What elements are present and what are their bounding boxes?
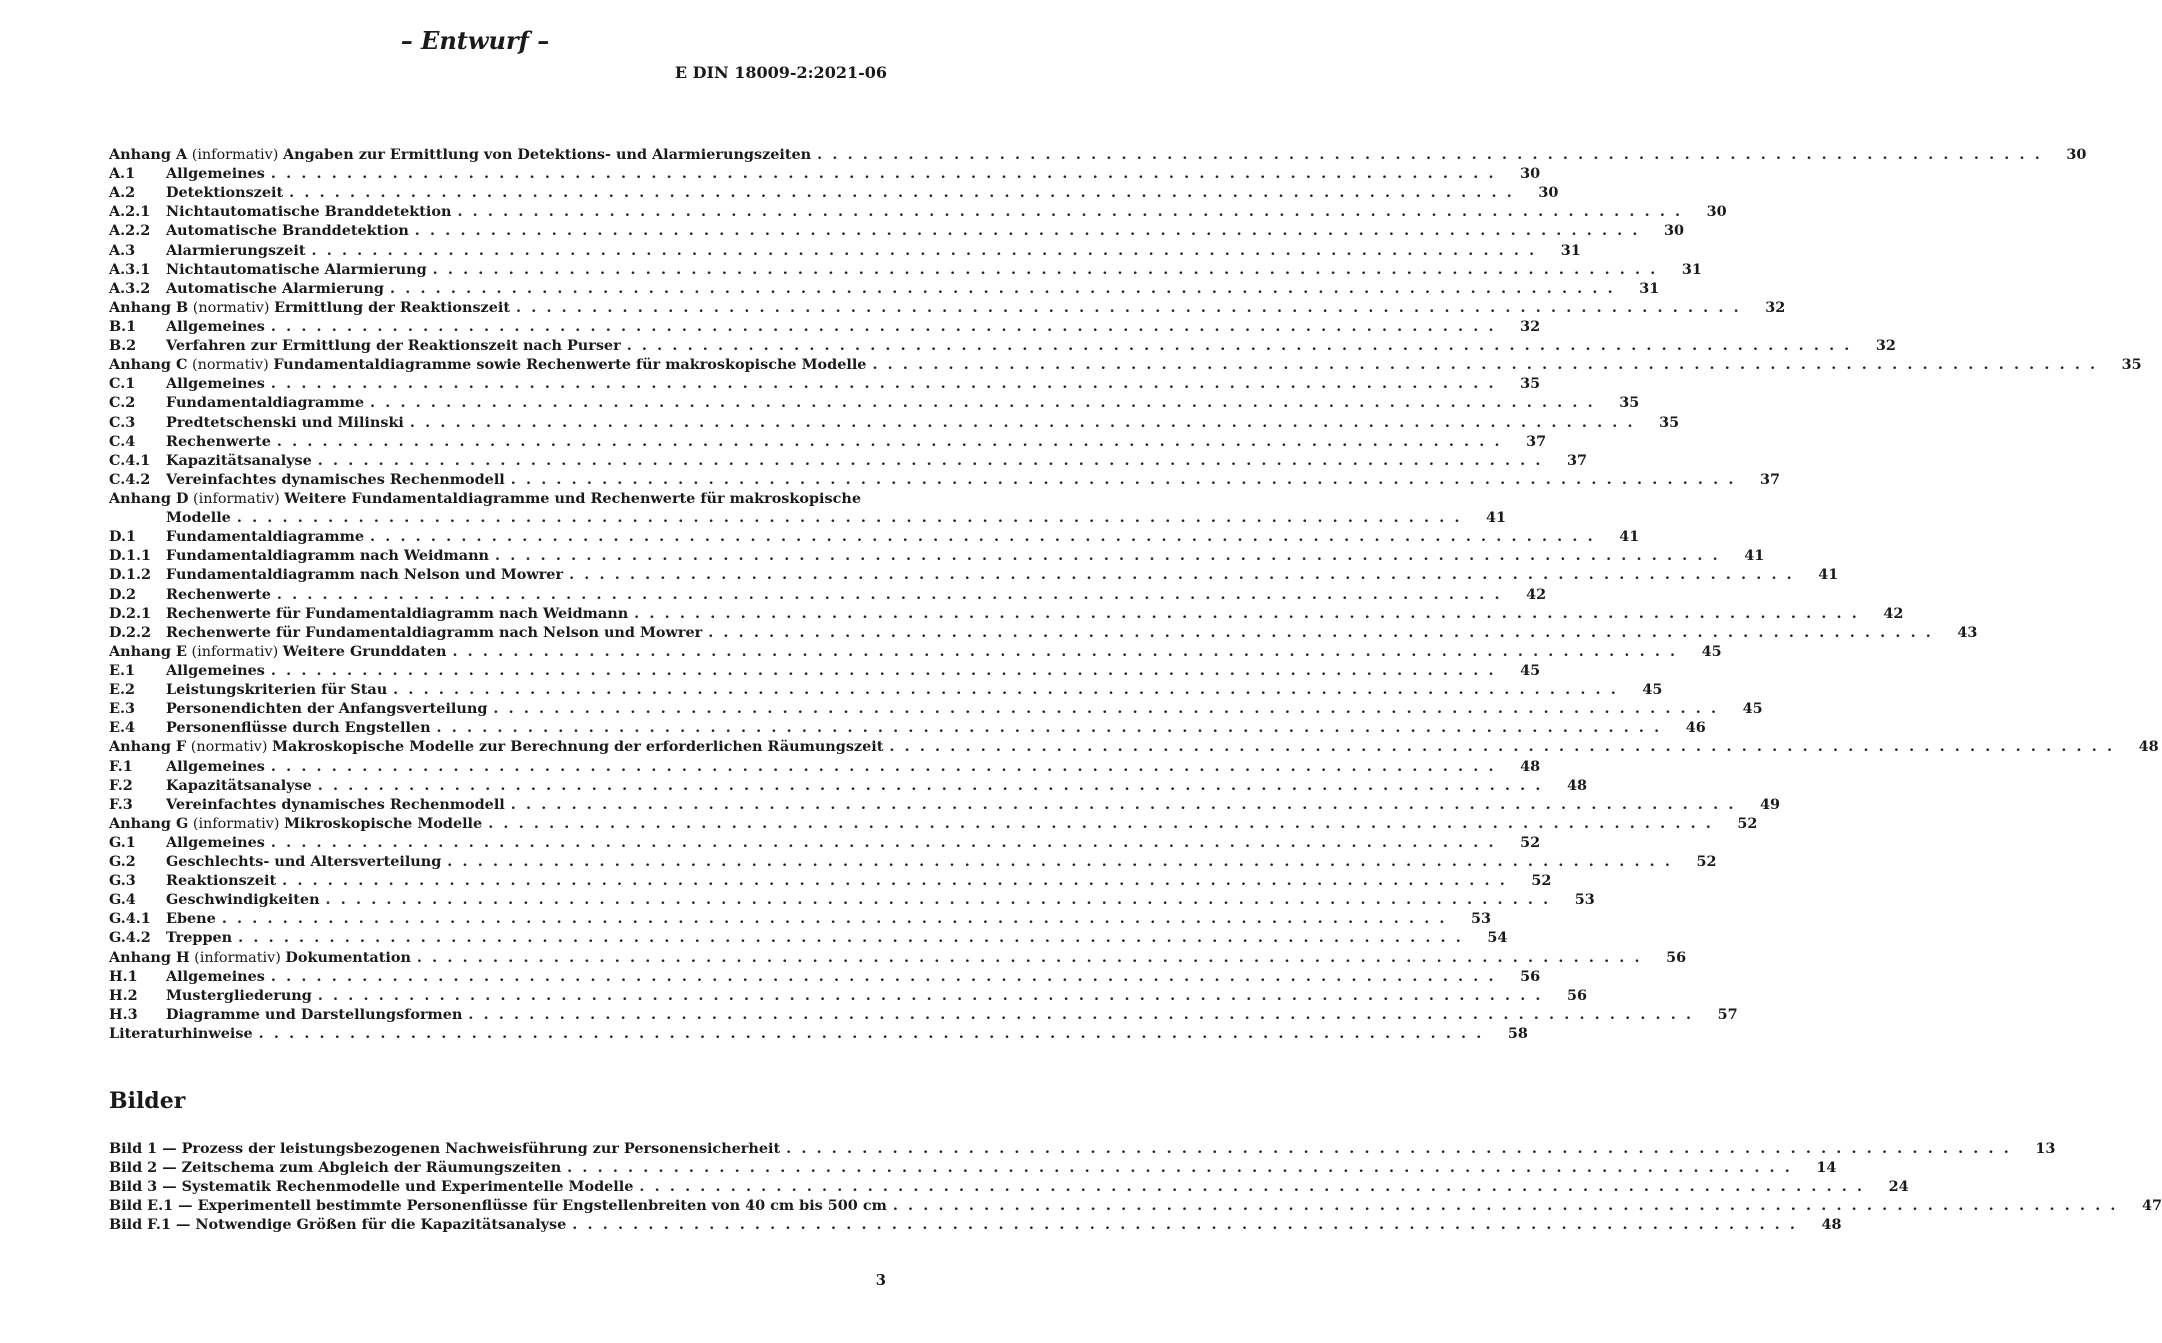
toc-entry-page: 31	[1560, 241, 1581, 259]
toc-entry-page: 42	[1883, 604, 1904, 622]
dot-leader: . . . . . . . . . . . . . . . . . . . . . . . . . . . . . . . . . . . . . . . . . . . . . . . . . . . . . . . . . . . . . . . . . . . . . . . . . . . . . . . . .	[238, 929, 1464, 947]
dot-leader: . . . . . . . . . . . . . . . . . . . . . . . . . . . . . . . . . . . . . . . . . . . . . . . . . . . . . . . . . . . . . . . . . . . . . . . . . . . . . . . . .	[276, 432, 1503, 450]
toc-entry-title: Verfahren zur Ermittlung der Reaktionszeit nach Purser	[166, 337, 621, 355]
list-of-figures	[109, 1139, 2162, 1235]
dot-leader: . . . . . . . . . . . . . . . . . . . . . . . . . . . . . . . . . . . . . . . . . . . . . . . . . . . . . . . . . . . . . . . . . . . . . . . . . . . . . . . . .	[817, 146, 2043, 163]
figure-entry-title: Bild E.1 — Experimentell bestimmte Personenflüsse für Engstellenbreiten von 40 cm bis 500 cm	[109, 1197, 887, 1215]
toc-entry-title: Rechenwerte für Fundamentaldiagramm nach Nelson und Mowrer	[166, 623, 703, 641]
toc-entry-page: 30	[1538, 184, 1559, 202]
toc-entry-title: Predtetschenski und Milinski	[166, 413, 404, 431]
figure-entry-title: Bild F.1 — Notwendige Größen für die Kapazitätsanalyse	[109, 1216, 567, 1234]
dot-leader: . . . . . . . . . . . . . . . . . . . . . . . . . . . . . . . . . . . . . . . . . . . . . . . . . . . . . . . . . . . . . . . . . . . . . . . . . . . . . . . . .	[282, 872, 1508, 890]
toc-entry-page: 32	[1520, 317, 1541, 335]
toc-entry	[109, 451, 1587, 470]
toc-entry-number: E.4	[109, 719, 135, 737]
toc-entry-title: Rechenwerte für Fundamentaldiagramm nach Weidmann	[166, 604, 629, 622]
annex-status: (normativ)	[187, 357, 274, 374]
figures-heading: Bilder	[109, 1088, 186, 1114]
toc-entry-page: 41	[1619, 528, 1640, 546]
toc-entry-page: 42	[1526, 585, 1547, 603]
annex-title: Angaben zur Ermittlung von Detektions- und Alarmierungszeiten	[282, 146, 812, 163]
toc-entry-number: G.4.1	[109, 910, 151, 928]
figure-entry-title: Bild 2 — Zeitschema zum Abgleich der Räumungszeiten	[109, 1159, 562, 1177]
toc-entry-title: Treppen	[166, 929, 233, 947]
dot-leader: . . . . . . . . . . . . . . . . . . . . . . . . . . . . . . . . . . . . . . . . . . . . . . . . . . . . . . . . . . . . . . . . . . . . . . . . . . . . . . . . .	[325, 891, 1551, 909]
toc-entry-title: Automatische Branddetektion	[166, 222, 409, 240]
dot-leader: . . . . . . . . . . . . . . . . . . . . . . . . . . . . . . . . . . . . . . . . . . . . . . . . . . . . . . . . . . . . . . . . . . . . . . . . . . . . . . . . .	[276, 585, 1503, 603]
dot-leader: . . . . . . . . . . . . . . . . . . . . . . . . . . . . . . . . . . . . . . . . . . . . . . . . . . . . . . . . . . . . . . . . . . . . . . . . . . . . . . . . .	[708, 623, 1934, 641]
toc-entry-page: 45	[1742, 700, 1763, 718]
toc-entry-number: D.2.1	[109, 604, 152, 622]
annex-title: Makroskopische Modelle zur Berechnung der erforderlichen Räumungszeit	[272, 738, 884, 756]
annex-label: Anhang A	[109, 146, 188, 163]
toc-entry-page: 52	[1696, 853, 1717, 871]
dot-leader: . . . . . . . . . . . . . . . . . . . . . . . . . . . . . . . . . . . . . . . . . . . . . . . . . . . . . . . . . . . . . . . . . . . . . . . . . . . . . . . . .	[416, 948, 1643, 966]
toc-entry-title: Nichtautomatische Alarmierung	[166, 260, 427, 278]
toc-entry	[109, 699, 1763, 718]
dot-leader: . . . . . . . . . . . . . . . . . . . . . . . . . . . . . . . . . . . . . . . . . . . . . . . . . . . . . . . . . . . . . . . . . . . . . . . . . . . . . . . . .	[495, 547, 1721, 565]
toc-entry-title: Allgemeines	[166, 661, 265, 679]
toc-entry	[109, 202, 1727, 221]
toc-entry	[109, 986, 1588, 1005]
toc-entry	[109, 413, 1680, 432]
figure-entry	[109, 1139, 2056, 1158]
toc-entry-page: 46	[1685, 719, 1706, 737]
toc-entry-number: A.2.1	[109, 203, 151, 221]
toc-entry	[109, 604, 1904, 623]
toc-entry	[109, 967, 1541, 986]
toc-entry-title	[109, 298, 510, 318]
toc-entry-number: D.2.2	[109, 623, 152, 641]
toc-entry-page: 52	[1737, 814, 1758, 832]
toc-entry-title: Allgemeines	[166, 833, 265, 851]
toc-entry-number: C.4	[109, 432, 136, 450]
toc-entry-number: F.3	[109, 795, 133, 813]
toc-entry-page: 35	[1619, 394, 1640, 412]
toc-entry-page: 41	[1486, 509, 1507, 527]
toc-entry-number: D.1	[109, 528, 136, 546]
toc-entry-title: Allgemeines	[166, 375, 265, 393]
toc-entry-page: 45	[1642, 681, 1663, 699]
toc-entry	[109, 585, 1547, 604]
toc-entry-number: G.4.2	[109, 929, 151, 947]
figure-entry	[109, 1158, 1837, 1177]
dot-leader: . . . . . . . . . . . . . . . . . . . . . . . . . . . . . . . . . . . . . . . . . . . . . . . . . . . . . . . . . . . . . . . . . . . . . . . . . . . . . . . . .	[270, 165, 1497, 183]
toc-entry-number: A.1	[109, 165, 136, 183]
toc-entry-title: Rechenwerte	[166, 585, 271, 603]
draft-label: – Entwurf –	[400, 26, 550, 55]
dot-leader: . . . . . . . . . . . . . . . . . . . . . . . . . . . . . . . . . . . . . . . . . . . . . . . . . . . . . . . . . . . . . . . . . . . . . . . . . . . . . . . . .	[892, 1197, 2119, 1215]
toc-entry-title: Allgemeines	[166, 967, 265, 985]
toc-entry-page: 53	[1574, 891, 1595, 909]
toc-entry-title: Detektionszeit	[166, 184, 284, 202]
toc-entry	[109, 470, 1780, 489]
toc-entry	[109, 948, 1687, 967]
annex-status: (normativ)	[186, 739, 273, 756]
toc-entry	[109, 145, 2087, 164]
toc-entry	[109, 1005, 1738, 1024]
dot-leader: . . . . . . . . . . . . . . . . . . . . . . . . . . . . . . . . . . . . . . . . . . . . . . . . . . . . . . . . . . . . . . . . . . . . . . . . . . . . . . . . .	[270, 375, 1497, 393]
dot-leader: . . . . . . . . . . . . . . . . . . . . . . . . . . . . . . . . . . . . . . . . . . . . . . . . . . . . . . . . . . . . . . . . . . . . . . . . . . . . . . . . .	[493, 700, 1719, 718]
toc-entry-title: Allgemeines	[166, 757, 265, 775]
toc-entry-number: C.1	[109, 375, 136, 393]
toc-entry-page: 32	[1875, 337, 1896, 355]
dot-leader: . . . . . . . . . . . . . . . . . . . . . . . . . . . . . . . . . . . . . . . . . . . . . . . . . . . . . . . . . . . . . . . . . . . . . . . . . . . . . . . . .	[370, 528, 1596, 546]
annex-title: Mikroskopische Modelle	[284, 814, 483, 832]
annex-title: Weitere Fundamentaldiagramme und Rechenwerte für makroskopische	[284, 489, 861, 507]
toc-entry-page: 54	[1487, 929, 1508, 947]
toc-entry-title: Alarmierungszeit	[166, 241, 306, 259]
dot-leader: . . . . . . . . . . . . . . . . . . . . . . . . . . . . . . . . . . . . . . . . . . . . . . . . . . . . . . . . . . . . . . . . . . . . . . . . . . . . . . . . .	[468, 1005, 1694, 1023]
toc-entry-page: 48	[1520, 757, 1541, 775]
dot-leader: . . . . . . . . . . . . . . . . . . . . . . . . . . . . . . . . . . . . . . . . . . . . . . . . . . . . . . . . . . . . . . . . . . . . . . . . . . . . . . . . .	[317, 451, 1543, 469]
document-number: E DIN 18009-2:2021-06	[674, 63, 887, 82]
toc-entry-page: 31	[1681, 260, 1702, 278]
figure-entry-page: 14	[1816, 1159, 1837, 1177]
toc-entry-title	[109, 737, 883, 757]
dot-leader: . . . . . . . . . . . . . . . . . . . . . . . . . . . . . . . . . . . . . . . . . . . . . . . . . . . . . . . . . . . . . . . . . . . . . . . . . . . . . . . . .	[270, 757, 1497, 775]
toc-entry-continuation	[109, 508, 1507, 527]
dot-leader: . . . . . . . . . . . . . . . . . . . . . . . . . . . . . . . . . . . . . . . . . . . . . . . . . . . . . . . . . . . . . . . . . . . . . . . . . . . . . . . . .	[889, 738, 2115, 756]
figure-entry	[109, 1196, 2162, 1215]
toc-entry	[109, 833, 1541, 852]
figure-entry	[109, 1177, 1909, 1196]
annex-label: Anhang C	[109, 356, 188, 374]
dot-leader: . . . . . . . . . . . . . . . . . . . . . . . . . . . . . . . . . . . . . . . . . . . . . . . . . . . . . . . . . . . . . . . . . . . . . . . . . . . . . . . . .	[409, 413, 1636, 431]
dot-leader: . . . . . . . . . . . . . . . . . . . . . . . . . . . . . . . . . . . . . . . . . . . . . . . . . . . . . . . . . . . . . . . . . . . . . . . . . . . . . . . . .	[447, 853, 1673, 871]
toc-entry	[109, 776, 1587, 795]
table-of-contents	[109, 145, 2159, 1043]
annex-label: Anhang E	[109, 642, 187, 660]
toc-entry-title	[109, 814, 482, 834]
toc-entry-title	[109, 642, 446, 662]
dot-leader: . . . . . . . . . . . . . . . . . . . . . . . . . . . . . . . . . . . . . . . . . . . . . . . . . . . . . . . . . . . . . . . . . . . . . . . . . . . . . . . . .	[572, 1216, 1798, 1234]
toc-entry-title-continued: Modelle	[166, 509, 231, 527]
toc-entry	[109, 393, 1640, 412]
dot-leader: . . . . . . . . . . . . . . . . . . . . . . . . . . . . . . . . . . . . . . . . . . . . . . . . . . . . . . . . . . . . . . . . . . . . . . . . . . . . . . . . .	[370, 394, 1596, 412]
toc-entry-title	[109, 145, 811, 165]
annex-status: (informativ)	[189, 949, 286, 966]
toc-entry-page: 30	[1663, 222, 1685, 240]
figure-entry-page: 24	[1888, 1178, 1909, 1196]
toc-entry-title: Rechenwerte	[166, 432, 271, 450]
toc-entry-title: Nichtautomatische Branddetektion	[166, 203, 452, 221]
annex-label: Anhang B	[109, 298, 189, 316]
figure-entry-page: 48	[1821, 1216, 1842, 1234]
dot-leader: . . . . . . . . . . . . . . . . . . . . . . . . . . . . . . . . . . . . . . . . . . . . . . . . . . . . . . . . . . . . . . . . . . . . . . . . . . . . . . . . .	[786, 1140, 2012, 1157]
toc-entry	[109, 871, 1552, 890]
dot-leader: . . . . . . . . . . . . . . . . . . . . . . . . . . . . . . . . . . . . . . . . . . . . . . . . . . . . . . . . . . . . . . . . . . . . . . . . . . . . . . . . .	[872, 356, 2098, 374]
annex-status: (informativ)	[186, 643, 283, 660]
toc-entry	[109, 241, 1581, 260]
toc-entry-title: Geschlechts- und Altersverteilung	[166, 853, 442, 871]
dot-leader: . . . . . . . . . . . . . . . . . . . . . . . . . . . . . . . . . . . . . . . . . . . . . . . . . . . . . . . . . . . . . . . . . . . . . . . . . . . . . . . . .	[626, 337, 1852, 355]
dot-leader: . . . . . . . . . . . . . . . . . . . . . . . . . . . . . . . . . . . . . . . . . . . . . . . . . . . . . . . . . . . . . . . . . . . . . . . . . . . . . . . . .	[414, 222, 1641, 240]
toc-entry-number: A.2.2	[109, 222, 151, 240]
dot-leader: . . . . . . . . . . . . . . . . . . . . . . . . . . . . . . . . . . . . . . . . . . . . . . . . . . . . . . . . . . . . . . . . . . . . . . . . . . . . . . . . .	[639, 1178, 1865, 1196]
dot-leader: . . . . . . . . . . . . . . . . . . . . . . . . . . . . . . . . . . . . . . . . . . . . . . . . . . . . . . . . . . . . . . . . . . . . . . . . . . . . . . . . .	[236, 509, 1463, 527]
toc-entry-number: A.3.1	[109, 260, 151, 278]
toc-entry-page: 45	[1520, 661, 1541, 679]
dot-leader: . . . . . . . . . . . . . . . . . . . . . . . . . . . . . . . . . . . . . . . . . . . . . . . . . . . . . . . . . . . . . . . . . . . . . . . . . . . . . . . . .	[432, 260, 1658, 278]
toc-entry-page: 45	[1701, 642, 1722, 660]
annex-status: (informativ)	[188, 815, 285, 832]
toc-entry	[109, 298, 1786, 317]
toc-entry-page: 37	[1566, 451, 1587, 469]
toc-entry	[109, 890, 1595, 909]
toc-entry	[109, 164, 1541, 183]
toc-entry	[109, 718, 1706, 737]
toc-entry-title: Allgemeines	[166, 317, 265, 335]
annex-status: (informativ)	[188, 490, 285, 507]
toc-entry-number: A.2	[109, 184, 136, 202]
toc-entry-title: Automatische Alarmierung	[166, 279, 384, 297]
dot-leader: . . . . . . . . . . . . . . . . . . . . . . . . . . . . . . . . . . . . . . . . . . . . . . . . . . . . . . . . . . . . . . . . . . . . . . . . . . . . . . . . .	[436, 719, 1662, 737]
dot-leader: . . . . . . . . . . . . . . . . . . . . . . . . . . . . . . . . . . . . . . . . . . . . . . . . . . . . . . . . . . . . . . . . . . . . . . . . . . . . . . . . .	[270, 967, 1497, 985]
dot-leader: . . . . . . . . . . . . . . . . . . . . . . . . . . . . . . . . . . . . . . . . . . . . . . . . . . . . . . . . . . . . . . . . . . . . . . . . . . . . . . . . .	[634, 604, 1860, 622]
toc-entry-number: H.1	[109, 967, 138, 985]
dot-leader: . . . . . . . . . . . . . . . . . . . . . . . . . . . . . . . . . . . . . . . . . . . . . . . . . . . . . . . . . . . . . . . . . . . . . . . . . . . . . . . . .	[221, 910, 1448, 928]
dot-leader: . . . . . . . . . . . . . . . . . . . . . . . . . . . . . . . . . . . . . . . . . . . . . . . . . . . . . . . . . . . . . . . . . . . . . . . . . . . . . . . . .	[510, 470, 1736, 488]
toc-entry	[109, 852, 1717, 871]
toc-entry-number: D.1.2	[109, 566, 152, 584]
toc-entry-title: Fundamentaldiagramme	[166, 528, 364, 546]
toc-entry	[109, 317, 1541, 336]
toc-entry-number: C.3	[109, 413, 136, 431]
toc-entry-page: 52	[1531, 872, 1552, 890]
toc-entry-page: 56	[1666, 948, 1687, 966]
toc-entry-title: Geschwindigkeiten	[166, 891, 320, 909]
annex-status: (informativ)	[187, 147, 283, 163]
toc-entry	[109, 546, 1765, 565]
annex-label: Anhang G	[109, 814, 189, 832]
toc-entry-page: 56	[1520, 967, 1541, 985]
toc-entry-number: C.2	[109, 394, 136, 412]
dot-leader: . . . . . . . . . . . . . . . . . . . . . . . . . . . . . . . . . . . . . . . . . . . . . . . . . . . . . . . . . . . . . . . . . . . . . . . . . . . . . . . . .	[317, 776, 1543, 794]
toc-entry-number: E.2	[109, 681, 135, 699]
dot-leader: . . . . . . . . . . . . . . . . . . . . . . . . . . . . . . . . . . . . . . . . . . . . . . . . . . . . . . . . . . . . . . . . . . . . . . . . . . . . . . . . .	[270, 317, 1497, 335]
figure-entry	[109, 1215, 1842, 1234]
toc-entry-number: G.2	[109, 853, 136, 871]
toc-entry-title	[109, 355, 866, 375]
toc-entry	[109, 355, 2142, 374]
dot-leader: . . . . . . . . . . . . . . . . . . . . . . . . . . . . . . . . . . . . . . . . . . . . . . . . . . . . . . . . . . . . . . . . . . . . . . . . . . . . . . . . .	[452, 642, 1678, 660]
figure-entry-page: 13	[2035, 1140, 2056, 1157]
toc-entry-page: 43	[1957, 623, 1978, 641]
toc-entry-number: E.1	[109, 661, 135, 679]
toc-entry	[109, 527, 1640, 546]
toc-entry-number: C.4.1	[109, 451, 151, 469]
toc-entry-page: 37	[1526, 432, 1547, 450]
toc-entry-page: 30	[1520, 165, 1541, 183]
toc-entry-number: B.2	[109, 337, 137, 355]
toc-entry	[109, 757, 1541, 776]
toc-entry-number: D.1.1	[109, 547, 152, 565]
dot-leader: . . . . . . . . . . . . . . . . . . . . . . . . . . . . . . . . . . . . . . . . . . . . . . . . . . . . . . . . . . . . . . . . . . . . . . . . . . . . . . . . .	[270, 833, 1497, 851]
toc-entry	[109, 795, 1780, 814]
toc-entry-title	[109, 489, 861, 509]
dot-leader: . . . . . . . . . . . . . . . . . . . . . . . . . . . . . . . . . . . . . . . . . . . . . . . . . . . . . . . . . . . . . . . . . . . . . . . . . . . . . . . . .	[390, 279, 1616, 297]
figure-entry-page: 47	[2142, 1197, 2162, 1215]
dot-leader: . . . . . . . . . . . . . . . . . . . . . . . . . . . . . . . . . . . . . . . . . . . . . . . . . . . . . . . . . . . . . . . . . . . . . . . . . . . . . . . . .	[258, 1025, 1484, 1043]
figure-entry-title: Bild 1 — Prozess der leistungsbezogenen Nachweisführung zur Personensicherheit	[109, 1140, 781, 1157]
toc-entry	[109, 680, 1663, 699]
annex-label: Anhang F	[109, 738, 187, 756]
toc-entry	[109, 909, 1492, 928]
toc-entry-page: 41	[1818, 566, 1839, 584]
toc-entry-title: Mustergliederung	[166, 986, 312, 1004]
toc-entry-number: H.3	[109, 1005, 138, 1023]
toc-entry-title: Allgemeines	[166, 165, 265, 183]
toc-entry-title	[109, 1024, 253, 1043]
figure-entry-title: Bild 3 — Systematik Rechenmodelle und Experimentelle Modelle	[109, 1178, 634, 1196]
toc-entry-number: A.3	[109, 241, 136, 259]
annex-title: Dokumentation	[285, 948, 411, 966]
toc-entry	[109, 279, 1660, 298]
toc-entry	[109, 737, 2159, 756]
toc-entry-page: 52	[1520, 833, 1541, 851]
toc-entry-title: Reaktionszeit	[166, 872, 277, 890]
toc-entry-title: Fundamentaldiagramm nach Nelson und Mowrer	[166, 566, 564, 584]
toc-entry-title: Fundamentaldiagramme	[166, 394, 364, 412]
toc-entry	[109, 221, 1685, 240]
toc-entry-page: 57	[1717, 1005, 1738, 1023]
toc-entry-page: 48	[2138, 738, 2159, 756]
page-number: 3	[875, 1271, 886, 1289]
toc-entry-page: 41	[1744, 547, 1765, 565]
toc-entry	[109, 260, 1702, 279]
toc-entry	[109, 661, 1541, 680]
dot-leader: . . . . . . . . . . . . . . . . . . . . . . . . . . . . . . . . . . . . . . . . . . . . . . . . . . . . . . . . . . . . . . . . . . . . . . . . . . . . . . . . .	[270, 661, 1497, 679]
dot-leader: . . . . . . . . . . . . . . . . . . . . . . . . . . . . . . . . . . . . . . . . . . . . . . . . . . . . . . . . . . . . . . . . . . . . . . . . . . . . . . . . .	[510, 795, 1736, 813]
toc-entry-page: 30	[2066, 146, 2087, 163]
toc-entry	[109, 489, 887, 508]
toc-entry	[109, 374, 1541, 393]
toc-entry	[109, 565, 1839, 584]
toc-entry	[109, 336, 1896, 355]
toc-entry-page: 35	[1520, 375, 1541, 393]
toc-entry-page: 49	[1759, 795, 1780, 813]
toc-entry-number: G.1	[109, 833, 136, 851]
annex-label: Literaturhinweise	[109, 1025, 253, 1043]
annex-title: Weitere Grunddaten	[282, 642, 447, 660]
toc-entry-number: E.3	[109, 700, 135, 718]
annex-status: (normativ)	[188, 299, 275, 316]
dot-leader: . . . . . . . . . . . . . . . . . . . . . . . . . . . . . . . . . . . . . . . . . . . . . . . . . . . . . . . . . . . . . . . . . . . . . . . . . . . . . . . . .	[516, 298, 1742, 316]
toc-entry-title: Ebene	[166, 910, 216, 928]
toc-entry-title: Leistungskriterien für Stau	[166, 681, 388, 699]
toc-entry-number: G.3	[109, 872, 136, 890]
dot-leader: . . . . . . . . . . . . . . . . . . . . . . . . . . . . . . . . . . . . . . . . . . . . . . . . . . . . . . . . . . . . . . . . . . . . . . . . . . . . . . . . .	[569, 566, 1795, 584]
dot-leader: . . . . . . . . . . . . . . . . . . . . . . . . . . . . . . . . . . . . . . . . . . . . . . . . . . . . . . . . . . . . . . . . . . . . . . . . . . . . . . . . .	[311, 241, 1537, 259]
toc-entry-page: 35	[1659, 413, 1680, 431]
dot-leader: . . . . . . . . . . . . . . . . . . . . . . . . . . . . . . . . . . . . . . . . . . . . . . . . . . . . . . . . . . . . . . . . . . . . . . . . . . . . . . . . .	[393, 681, 1619, 699]
dot-leader: . . . . . . . . . . . . . . . . . . . . . . . . . . . . . . . . . . . . . . . . . . . . . . . . . . . . . . . . . . . . . . . . . . . . . . . . . . . . . . . . .	[317, 986, 1544, 1004]
dot-leader: . . . . . . . . . . . . . . . . . . . . . . . . . . . . . . . . . . . . . . . . . . . . . . . . . . . . . . . . . . . . . . . . . . . . . . . . . . . . . . . . .	[457, 203, 1683, 221]
toc-entry-title: Vereinfachtes dynamisches Rechenmodell	[166, 795, 505, 813]
toc-entry-page: 32	[1765, 298, 1786, 316]
toc-entry	[109, 928, 1508, 947]
toc-entry-page: 53	[1471, 910, 1492, 928]
toc-entry-title: Kapazitätsanalyse	[166, 451, 312, 469]
dot-leader: . . . . . . . . . . . . . . . . . . . . . . . . . . . . . . . . . . . . . . . . . . . . . . . . . . . . . . . . . . . . . . . . . . . . . . . . . . . . . . . . .	[567, 1159, 1793, 1177]
toc-entry-number: H.2	[109, 986, 138, 1004]
toc-entry-title: Vereinfachtes dynamisches Rechenmodell	[166, 470, 505, 488]
toc-entry	[109, 1024, 1528, 1043]
toc-entry-page: 37	[1759, 470, 1780, 488]
toc-entry-page: 31	[1639, 279, 1660, 297]
toc-entry-title: Personendichten der Anfangsverteilung	[166, 700, 488, 718]
dot-leader: . . . . . . . . . . . . . . . . . . . . . . . . . . . . . . . . . . . . . . . . . . . . . . . . . . . . . . . . . . . . . . . . . . . . . . . . . . . . . . . . .	[289, 184, 1515, 202]
toc-entry	[109, 432, 1547, 451]
toc-entry-title: Diagramme und Darstellungsformen	[166, 1005, 463, 1023]
toc-entry-page: 58	[1507, 1025, 1528, 1043]
toc-entry-page: 56	[1567, 986, 1588, 1004]
toc-entry	[109, 814, 1758, 833]
toc-entry-number: B.1	[109, 317, 137, 335]
annex-label: Anhang D	[109, 489, 189, 507]
toc-entry	[109, 183, 1559, 202]
toc-entry-page: 35	[2121, 356, 2142, 374]
annex-title: Fundamentaldiagramme sowie Rechenwerte für makroskopische Modelle	[273, 356, 867, 374]
annex-title: Ermittlung der Reaktionszeit	[274, 298, 511, 316]
toc-entry-title: Kapazitätsanalyse	[166, 776, 312, 794]
toc-entry-number: F.2	[109, 776, 133, 794]
toc-entry-number: A.3.2	[109, 279, 151, 297]
toc-entry-page: 30	[1706, 203, 1727, 221]
toc-entry-number: G.4	[109, 891, 136, 909]
toc-entry-number: F.1	[109, 757, 133, 775]
toc-entry-title: Fundamentaldiagramm nach Weidmann	[166, 547, 490, 565]
toc-entry-page: 48	[1566, 776, 1587, 794]
toc-entry	[109, 623, 1978, 642]
dot-leader: . . . . . . . . . . . . . . . . . . . . . . . . . . . . . . . . . . . . . . . . . . . . . . . . . . . . . . . . . . . . . . . . . . . . . . . . . . . . . . . . .	[488, 814, 1714, 832]
annex-label: Anhang H	[109, 948, 190, 966]
toc-entry-number: D.2	[109, 585, 136, 603]
toc-entry-number: C.4.2	[109, 470, 151, 488]
toc-entry	[109, 642, 1722, 661]
toc-entry-title: Personenflüsse durch Engstellen	[166, 719, 431, 737]
toc-entry-title	[109, 948, 411, 968]
